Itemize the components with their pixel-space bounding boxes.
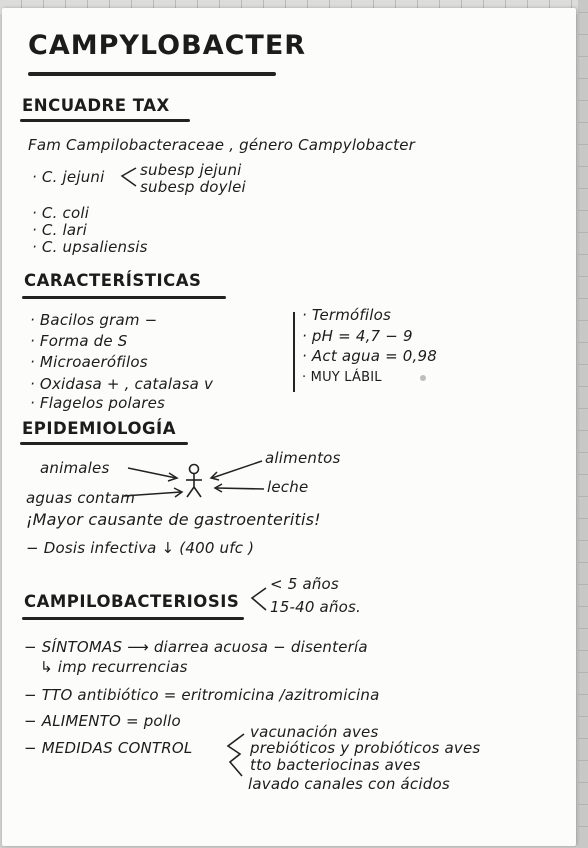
control-measure-item: lavado canales con ácidos (248, 775, 450, 793)
species-lari: · C. lari (32, 221, 88, 239)
age-group-children: < 5 años (270, 575, 339, 593)
trait-flagelos: · Flagelos polares (30, 394, 166, 412)
trait-forma: · Forma de S (30, 332, 128, 350)
treatment-line: − TTO antibiótico = eritromicina /azitromicina (24, 686, 380, 704)
control-measure-item: vacunación aves (250, 723, 379, 741)
heading-epidemiologia: EPIDEMIOLOGÍA (22, 419, 176, 438)
trait-bacilos: · Bacilos gram − (30, 311, 158, 329)
symptoms-line: − SÍNTOMAS ⟶ diarrea acuosa − disentería (24, 638, 368, 656)
trait-termofilos: · Termófilos (302, 306, 392, 324)
control-measures-label: − MEDIDAS CONTROL (24, 739, 193, 757)
person-icon (186, 465, 202, 498)
trait-muy-labil: · MUY LÁBIL (302, 370, 382, 385)
food-line: − ALIMENTO = pollo (24, 712, 181, 730)
trait-oxidasa: · Oxidasa + , catalasa v (30, 375, 214, 393)
age-group-adults: 15-40 años. (270, 598, 362, 616)
infective-dose: − Dosis infectiva ↓ (400 ufc ) (26, 539, 255, 557)
source-alimentos: alimentos (265, 449, 341, 467)
species-upsaliensis: · C. upsaliensis (32, 238, 148, 256)
subspecies-jejuni: subesp jejuni (140, 161, 242, 179)
pencil-dot (420, 375, 426, 381)
source-leche: leche (267, 478, 309, 496)
species-coli: · C. coli (32, 204, 90, 222)
taxonomy-line: Fam Campilobacteraceae , género Campylobacter (28, 136, 415, 154)
source-animales: animales (40, 459, 110, 477)
epidemiology-highlight: ¡Mayor causante de gastroenteritis! (26, 510, 321, 529)
arrow-icon (128, 468, 177, 481)
arrow-icon (211, 461, 262, 480)
species-jejuni: · C. jejuni (32, 168, 105, 186)
heading-encuadre-tax: ENCUADRE TAX (22, 96, 170, 115)
heading-underline (22, 617, 244, 620)
recurrences-line: ↳ imp recurrencias (40, 658, 188, 676)
control-measure-item: prebióticos y probióticos aves (250, 739, 481, 757)
arrow-icon (124, 488, 182, 497)
arrow-icon (215, 484, 264, 492)
bracket-icon (122, 168, 136, 186)
heading-caracteristicas: CARACTERÍSTICAS (24, 271, 202, 290)
trait-act-agua: · Act agua = 0,98 (302, 347, 438, 365)
trait-ph: · pH = 4,7 − 9 (302, 327, 413, 345)
subspecies-doylei: subesp doylei (140, 178, 246, 196)
bracket-icon (228, 734, 244, 776)
trait-microaerofilos: · Microaerófilos (30, 353, 148, 371)
heading-campilobacteriosis: CAMPILOBACTERIOSIS (24, 592, 240, 611)
bracket-icon (252, 588, 266, 610)
control-measure-item: tto bacteriocinas aves (250, 756, 421, 774)
source-aguas: aguas contam (26, 489, 136, 507)
page-title: CAMPYLOBACTER (28, 30, 307, 61)
